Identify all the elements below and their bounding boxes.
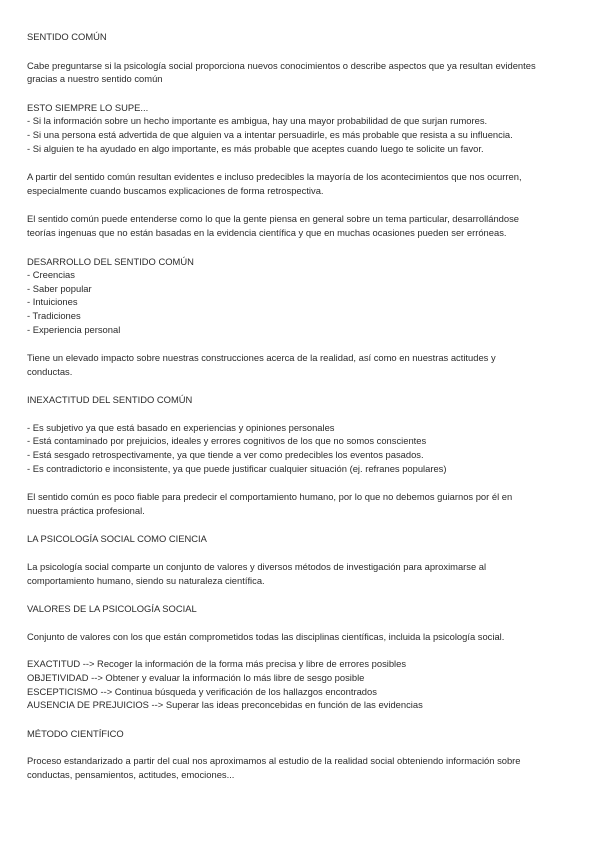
paragraph-retrospective — [27, 170, 560, 197]
list-item: AUSENCIA DE PREJUICIOS --> Superar las ideas preconcebidas en función de las evidencias — [27, 699, 423, 711]
inexactitud-list — [27, 421, 560, 475]
list-item: - Si alguien te ha ayudado en algo importante, es más probable que aceptes cuando luego te solicite un favor. — [27, 142, 484, 154]
text-line: comportamiento humano, siendo su naturaleza científica. — [27, 574, 265, 586]
list-item: - Intuiciones — [27, 296, 78, 308]
desarrollo-list — [27, 268, 560, 336]
paragraph-unreliable — [27, 490, 560, 517]
text-line: nuestra práctica profesional. — [27, 504, 145, 516]
list-item: ESCEPTICISMO --> Continua búsqueda y verificación de los hallazgos encontrados — [27, 685, 377, 697]
text-line: La psicología social comparte un conjunto de valores y diversos métodos de investigación para aproximarse al — [27, 561, 487, 573]
list-item: - Creencias — [27, 269, 75, 281]
text-line: Conjunto de valores con los que están comprometidos todas las disciplinas científicas, incluida la psicología social. — [27, 630, 505, 642]
text-line: Tiene un elevado impacto sobre nuestras construcciones acerca de la realidad, así como en nuestras actitudes y — [27, 352, 496, 364]
list-item: - Está sesgado retrospectivamente, ya que tiende a ver como predecibles los eventos pasados. — [27, 449, 424, 461]
section-heading-valores: VALORES DE LA PSICOLOGÍA SOCIAL — [27, 603, 197, 615]
section-heading-siempre: ESTO SIEMPRE LO SUPE... — [27, 101, 149, 113]
list-item: EXACTITUD --> Recoger la información de la forma más precisa y libre de errores posibles — [27, 658, 407, 670]
paragraph-definition — [27, 212, 560, 239]
text-line: gracias a nuestro sentido común — [27, 73, 163, 85]
text-line: El sentido común puede entenderse como lo que la gente piensa en general sobre un tema particular, desarrollándose — [27, 213, 519, 225]
text-line: Cabe preguntarse si la psicología social proporciona nuevos conocimientos o describe aspectos que ya resultan evidentes — [27, 59, 536, 71]
paragraph-metodo — [27, 754, 560, 781]
section-heading-ciencia: LA PSICOLOGÍA SOCIAL COMO CIENCIA — [27, 533, 207, 545]
list-item: - Tradiciones — [27, 309, 81, 321]
text-line: teorías ingenuas que no están basadas en la evidencia científica y que en muchas ocasiones pueden ser erróneas. — [27, 226, 507, 238]
list-item: - Si una persona está advertida de que alguien va a intentar persuadirle, es más probable que resista a su influencia. — [27, 128, 513, 140]
page-title: SENTIDO COMÚN — [27, 31, 107, 42]
paragraph-ciencia — [27, 560, 560, 587]
list-item: - Está contaminado por prejuicios, ideales y errores cognitivos de los que no somos conscientes — [27, 435, 427, 447]
text-line: especialmente cuando buscamos explicaciones de forma retrospectiva. — [27, 184, 324, 196]
list-item: - Es contradictorio e inconsistente, ya que puede justificar cualquier situación (ej. refranes populares) — [27, 462, 447, 474]
section-heading-metodo: MÉTODO CIENTÍFICO — [27, 727, 124, 739]
list-item: OBJETIVIDAD --> Obtener y evaluar la información lo más libre de sesgo posible — [27, 672, 365, 683]
section-heading-inexactitud: INEXACTITUD DEL SENTIDO COMÚN — [27, 394, 193, 406]
text-line: El sentido común es poco fiable para predecir el comportamiento humano, por lo que no debemos guiarnos por él en — [27, 491, 513, 503]
paragraph-valores — [27, 630, 560, 644]
paragraph-impact — [27, 351, 560, 378]
text-line: Proceso estandarizado a partir del cual nos aproximamos al estudio de la realidad social obteniendo información sobre — [27, 755, 521, 767]
section-heading-desarrollo: DESARROLLO DEL SENTIDO COMÚN — [27, 255, 194, 267]
intro-paragraph — [27, 59, 560, 86]
text-line: A partir del sentido común resultan evidentes e incluso predecibles la mayoría de los acontecimientos que nos ocurren, — [27, 171, 522, 183]
text-line: conductas, pensamientos, actitudes, emociones... — [27, 768, 235, 780]
text-line: conductas. — [27, 365, 73, 377]
list-item: - Es subjetivo ya que está basado en experiencias y opiniones personales — [27, 421, 335, 433]
list-item: - Experiencia personal — [27, 323, 121, 335]
list-item: - Saber popular — [27, 282, 92, 294]
list-item: - Si la información sobre un hecho importante es ambigua, hay una mayor probabilidad de que surjan rumores. — [27, 115, 488, 127]
valores-list — [27, 657, 560, 711]
siempre-list — [27, 114, 560, 155]
